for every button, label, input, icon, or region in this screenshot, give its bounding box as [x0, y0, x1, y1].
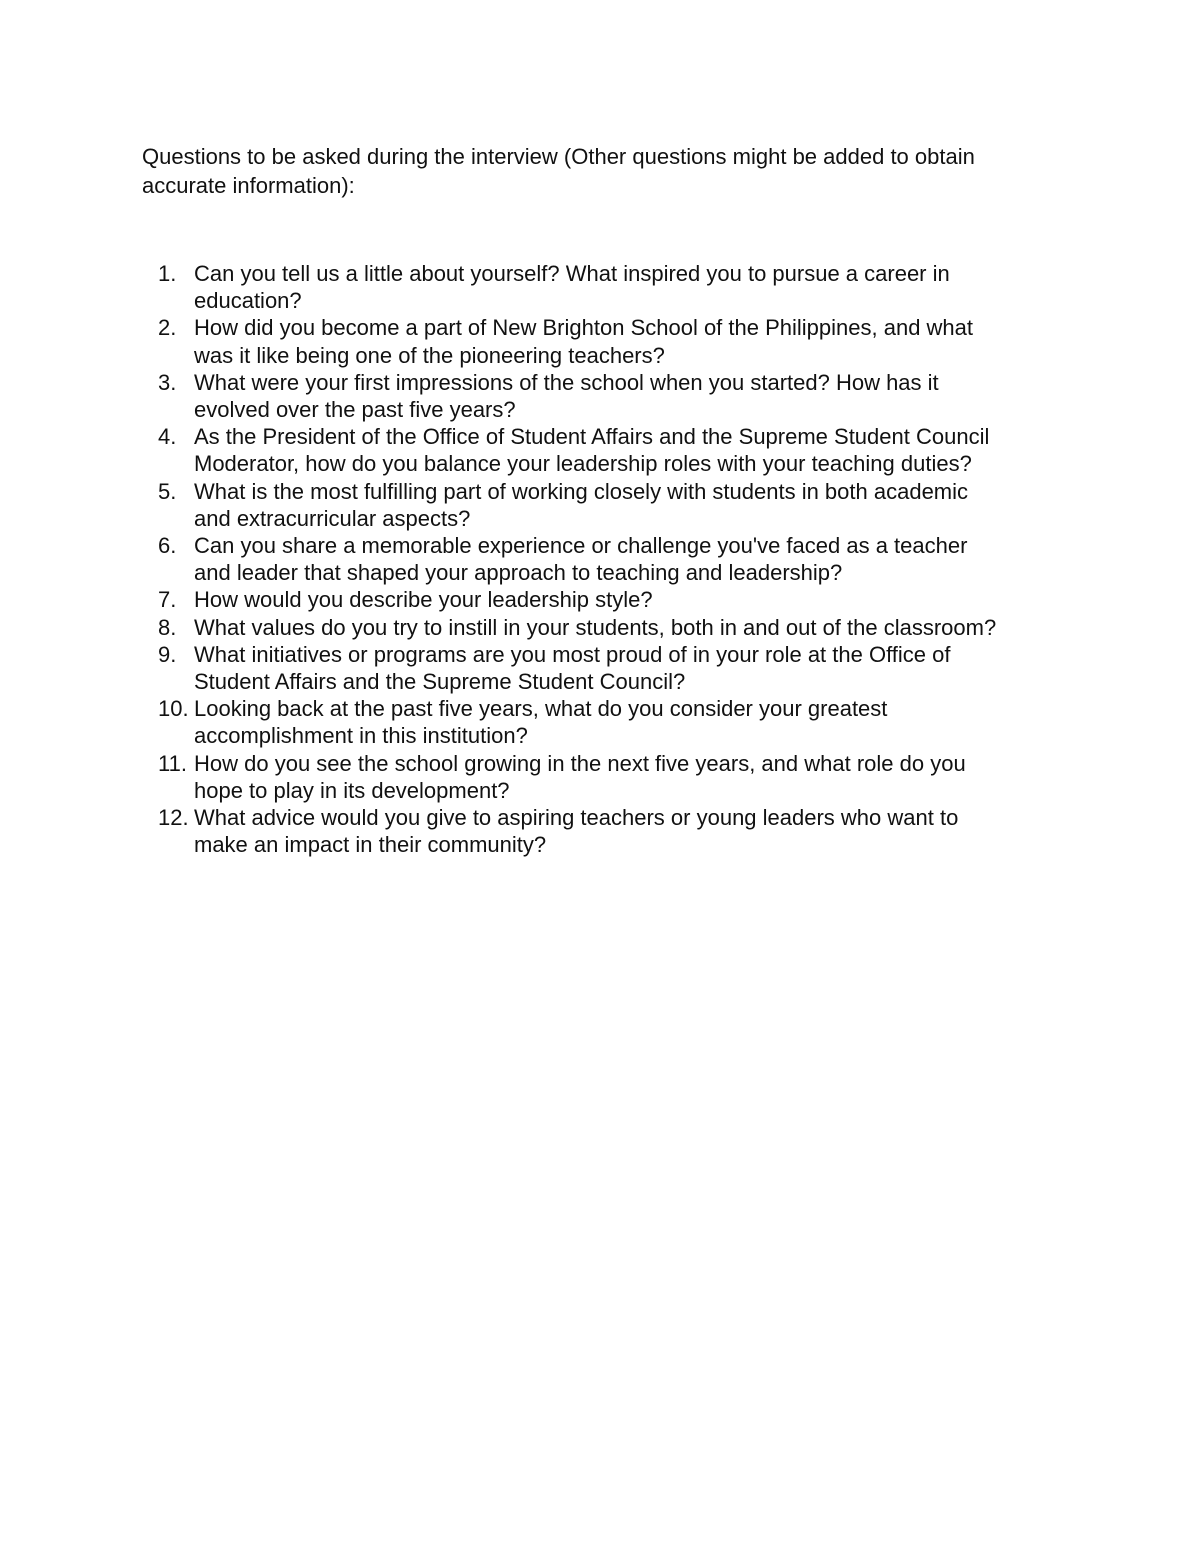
question-item — [142, 641, 1072, 695]
question-number: 10. — [158, 696, 189, 722]
question-text: Looking back at the past five years, what do you consider your greatest accomplishment in this institution? — [194, 696, 888, 749]
question-item — [142, 369, 1072, 423]
question-number: 3. — [158, 369, 177, 395]
question-item — [142, 532, 1072, 586]
question-text: What is the most fulfilling part of working closely with students in both academic and extracurricular aspects? — [194, 478, 969, 531]
question-item — [142, 614, 1072, 641]
question-text: How did you become a part of New Brighton School of the Philippines, and what was it like being one of the pioneering teachers? — [194, 315, 974, 368]
question-text: What initiatives or programs are you most proud of in your role at the Office of Student Affairs and the Supreme Student Council? — [194, 641, 951, 695]
question-number: 1. — [158, 261, 177, 286]
question-number: 12. — [158, 805, 189, 831]
question-number: 5. — [158, 478, 177, 504]
question-item — [142, 586, 1072, 613]
question-number: 11. — [158, 750, 187, 776]
question-item — [142, 478, 1072, 532]
question-text: Can you tell us a little about yourself? What inspired you to pursue a career in education? — [194, 261, 950, 314]
question-text: What were your first impressions of the school when you started? How has it evolved over the past five years? — [194, 369, 939, 423]
question-item — [142, 423, 1072, 477]
question-number: 9. — [158, 641, 177, 667]
intro-paragraph: Questions to be asked during the interview (Other questions might be added to obtain accurate information): — [142, 144, 975, 198]
question-number: 7. — [158, 587, 177, 613]
question-number: 2. — [158, 315, 177, 341]
question-text: What advice would you give to aspiring teachers or young leaders who want to make an impact in their community? — [194, 805, 959, 858]
question-item — [142, 695, 1072, 749]
question-text: As the President of the Office of Student Affairs and the Supreme Student Council Moderator, how do you balance your leadership roles with your teaching duties? — [194, 424, 990, 477]
question-item — [142, 314, 1072, 368]
question-item — [142, 260, 1072, 314]
question-text: How would you describe your leadership style? — [194, 587, 653, 613]
question-text: Can you share a memorable experience or challenge you've faced as a teacher and leader that shaped your approach to teaching and leadership? — [194, 533, 968, 586]
question-item — [142, 750, 1072, 804]
question-number: 8. — [158, 614, 177, 640]
question-text: How do you see the school growing in the next five years, and what role do you hope to play in its development? — [194, 750, 966, 803]
interview-question-list — [142, 260, 1072, 858]
question-item — [142, 804, 1072, 858]
question-text: What values do you try to instill in your students, both in and out of the classroom? — [194, 614, 997, 640]
question-number: 6. — [158, 533, 177, 559]
question-number: 4. — [158, 424, 177, 450]
